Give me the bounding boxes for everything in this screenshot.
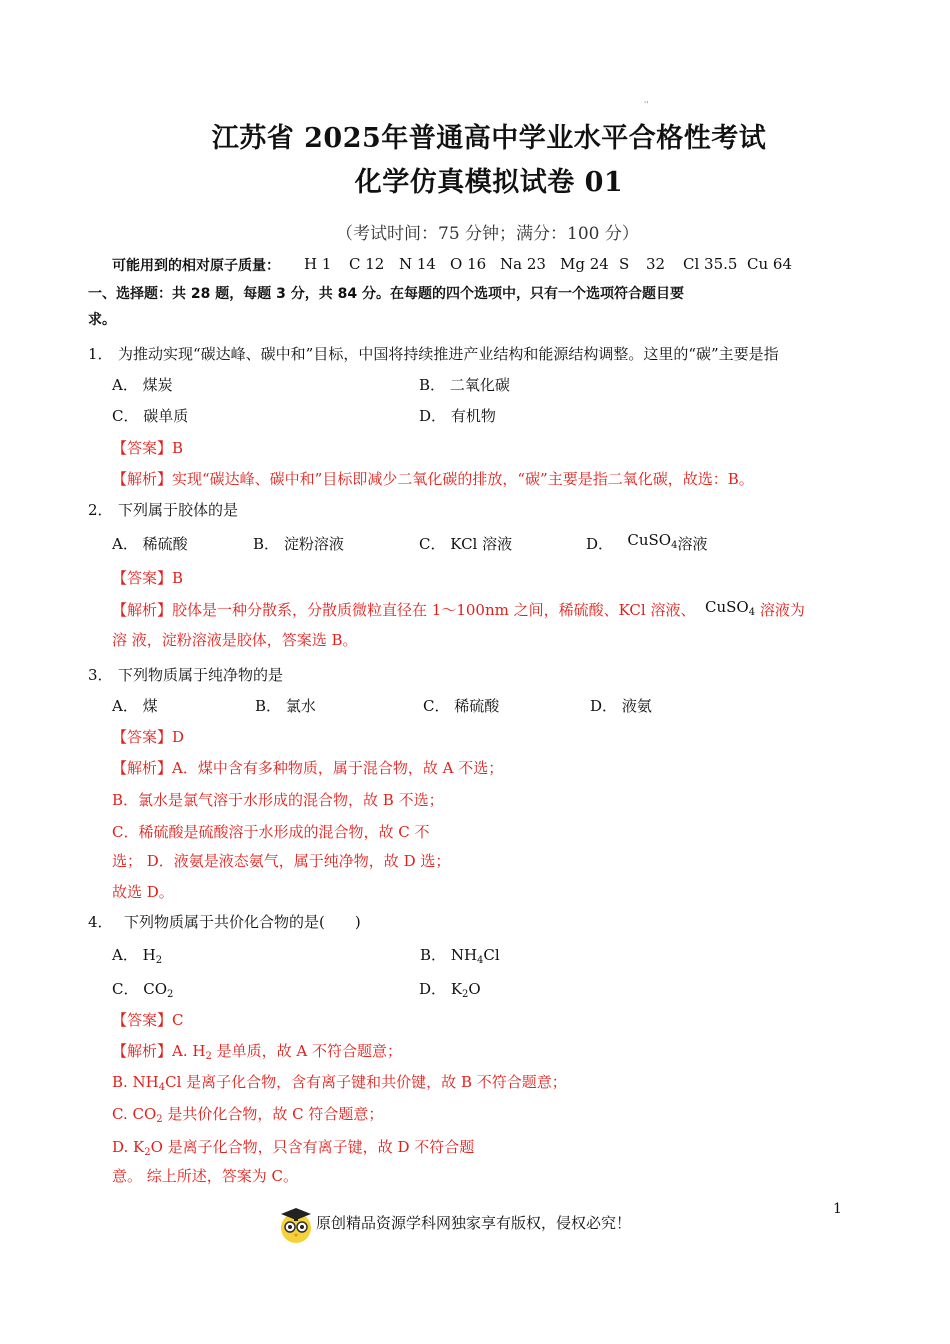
option-b: B． $NH_4Cl$ (420, 946, 500, 966)
option-b: B． 氯水 (255, 697, 316, 715)
option-d: D． 液氨 (590, 697, 652, 715)
option-a: A． 煤炭 (112, 376, 173, 394)
analysis-line: 故选 D。 (112, 883, 174, 901)
owl-logo-icon (278, 1204, 314, 1244)
analysis-line: 意。 综上所述，答案为 C。 (112, 1167, 299, 1185)
option-a: A． 稀硫酸 (112, 535, 188, 553)
option-d: D． $K_2O$ (419, 980, 481, 1000)
question-stem: 为推动实现“碳达峰、碳中和”目标，中国将持续推进产业结构和能源结构调整。这里的“碳”主要是指 (118, 345, 779, 363)
atomic-mass-na: Na 23 (500, 255, 546, 273)
option-d: D． 有机物 (419, 407, 496, 425)
option-a: A． 煤 (112, 697, 158, 715)
exam-info: （考试时间：75 分钟；满分：100 分） (336, 224, 639, 244)
header-mark: '' (644, 100, 649, 109)
copyright-text: 原创精品资源学科网独家享有版权，侵权必究！ (316, 1214, 632, 1232)
atomic-mass-c: C 12 (349, 255, 385, 273)
question-number: 2． (88, 501, 113, 519)
atomic-mass-h: H 1 (304, 255, 332, 273)
section-header-line-1: 一、选择题：共 28 题，每题 3 分，共 84 分。在每题的四个选项中，只有一个选项符合题目要 (88, 286, 684, 302)
analysis-line: 选； D．液氨是液态氨气，属于纯净物，故 D 选； (112, 852, 451, 870)
analysis-line: C．稀硫酸是硫酸溶于水形成的混合物，故 C 不 (112, 823, 430, 841)
page-number: 1 (833, 1201, 842, 1217)
title-line-2: 化学仿真模拟试卷 01 (354, 167, 624, 198)
analysis-line: B．氯水是氯气溶于水形成的混合物，故 B 不选； (112, 791, 444, 809)
answer-line: 【答案】B (112, 569, 184, 587)
analysis-line: 【解析】A．煤中含有多种物质，属于混合物，故 A 不选； (112, 759, 504, 777)
atomic-mass-cl: Cl 35.5 (683, 255, 738, 273)
question-stem: 下列属于胶体的是 (118, 501, 239, 519)
option-b: B． 淀粉溶液 (253, 535, 344, 553)
option-c: C． 稀硫酸 (423, 697, 500, 715)
option-c: C． KCl 溶液 (419, 535, 513, 553)
analysis-line: 【解析】胶体是一种分散系，分散质微粒直径在 1～100nm 之间，稀硫酸、KCl 溶液、 CuSO$_4$ 溶液为 (112, 598, 805, 619)
question-stem: 下列物质属于共价化合物的是( ) (124, 913, 361, 931)
analysis-line: 【解析】实现“碳达峰、碳中和”目标即减少二氧化碳的排放，“碳”主要是指二氧化碳，故选：B。 (112, 470, 754, 488)
option-c: C． 碳单质 (112, 407, 189, 425)
analysis-line: 溶 液，淀粉溶液是胶体，答案选 B。 (112, 631, 358, 649)
atomic-mass-s: S (619, 255, 630, 273)
section-header-line-2: 求。 (88, 312, 116, 328)
answer-line: 【答案】B (112, 439, 184, 457)
analysis-line: C. $CO_2$ 是共价化合物，故 C 符合题意； (112, 1105, 384, 1125)
answer-line: 【答案】C (112, 1011, 184, 1029)
analysis-line: D. $K_2O$ 是离子化合物，只含有离子键，故 D 不符合题 (112, 1138, 475, 1158)
option-c: C． $CO_2$ (112, 980, 174, 1000)
option-b: B． 二氧化碳 (419, 376, 510, 394)
atomic-mass-cu: Cu 64 (747, 255, 792, 273)
analysis-line: 【解析】A. $H_2$ 是单质，故 A 不符合题意； (112, 1042, 402, 1062)
atomic-mass-n: N 14 (399, 255, 436, 273)
analysis-line: B. $NH_4Cl$ 是离子化合物，含有离子键和共价键，故 B 不符合题意； (112, 1073, 567, 1093)
option-d: D． CuSO$_4$溶液 (586, 531, 708, 553)
question-number: 1． (88, 345, 113, 363)
atomic-mass-o: O 16 (450, 255, 487, 273)
title-line-1: 江苏省 2025年普通高中学业水平合格性考试 (211, 123, 767, 154)
atomic-mass-s-value: 32 (646, 255, 666, 273)
question-number: 4． (88, 913, 113, 931)
atomic-mass-mg: Mg 24 (560, 255, 609, 273)
question-number: 3． (88, 666, 113, 684)
question-stem: 下列物质属于纯净物的是 (118, 666, 284, 684)
answer-line: 【答案】D (112, 728, 185, 746)
option-a: A． $H_2$ (112, 946, 163, 966)
atomic-mass-label: 可能用到的相对原子质量： (112, 258, 280, 274)
